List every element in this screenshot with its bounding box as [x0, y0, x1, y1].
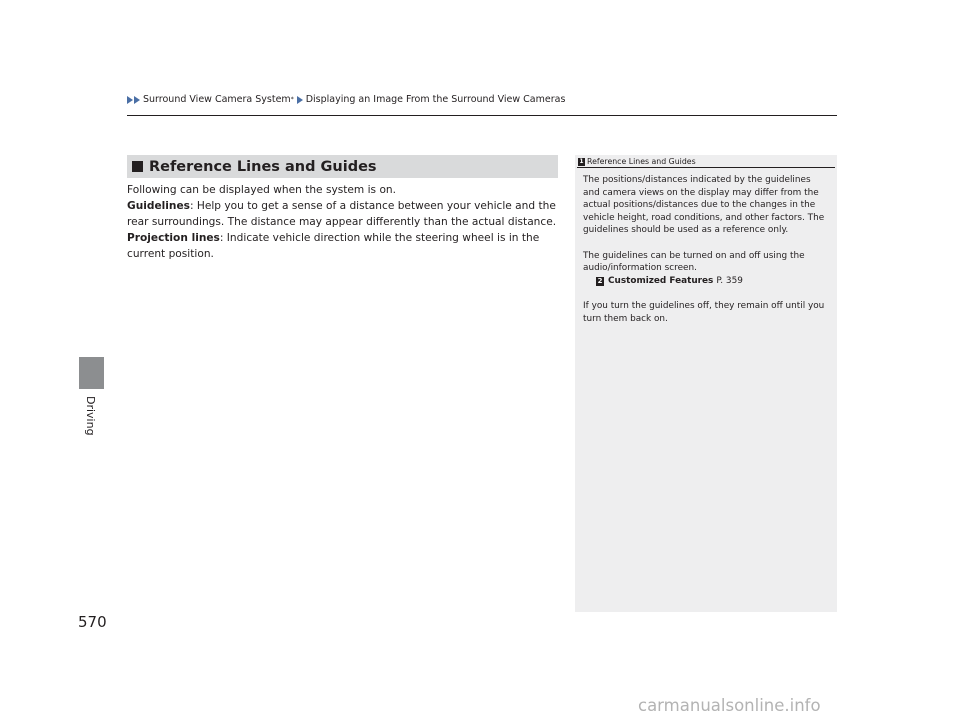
breadcrumb-item-displaying-image[interactable]: Displaying an Image From the Surround View Cameras [305, 94, 566, 105]
projection-description: : Indicate vehicle direction while the steering wheel is in the current position. [127, 232, 540, 260]
cross-reference-link[interactable] [583, 275, 828, 288]
projection-term: Projection lines [127, 232, 220, 244]
triangle-marker-icon [127, 96, 133, 104]
triangle-marker-icon [297, 96, 303, 104]
guidelines-term: Guidelines [127, 200, 190, 212]
guidelines-paragraph [127, 198, 558, 230]
reference-heading [578, 157, 696, 166]
breadcrumb-item-surround-view[interactable]: Surround View Camera System [143, 94, 291, 105]
cross-reference-title: Customized Features [608, 275, 714, 286]
reference-divider [577, 167, 835, 168]
chapter-label: Driving [84, 396, 97, 436]
option-marker: * [290, 96, 294, 103]
cross-reference-icon: 2 [597, 276, 603, 285]
cross-reference-page: P. 359 [716, 275, 743, 286]
page-number: 570 [78, 613, 107, 631]
reference-paragraph-2: The guidelines can be turned on and off using the audio/information screen. [583, 250, 805, 274]
watermark: carmanualsonline.info [638, 696, 821, 715]
body-text [127, 182, 558, 262]
reference-text [583, 174, 828, 338]
intro-paragraph: Following can be displayed when the system is on. [127, 184, 397, 196]
square-bullet-icon [132, 161, 143, 172]
projection-paragraph [127, 230, 558, 262]
reference-badge: 1 [579, 158, 584, 165]
reference-paragraph-3: If you turn the guidelines off, they remain off until you turn them back on. [583, 300, 825, 324]
section-title: Reference Lines and Guides [149, 158, 377, 175]
section-heading [127, 155, 558, 178]
breadcrumb [127, 94, 565, 105]
chapter-tab [79, 357, 104, 389]
guidelines-description: : Help you to get a sense of a distance between your vehicle and the rear surroundings. The distance may appear differently than the actual distance. [127, 200, 557, 228]
reference-paragraph-1: The positions/distances indicated by the guidelines and camera views on the display may differ from the actual positions/distances due to the changes in the vehicle height, road conditions, and other factors. The guidelines should be used as a reference only. [583, 175, 825, 236]
triangle-marker-icon [134, 96, 140, 104]
header-divider [127, 115, 837, 116]
reference-title: Reference Lines and Guides [587, 157, 696, 166]
